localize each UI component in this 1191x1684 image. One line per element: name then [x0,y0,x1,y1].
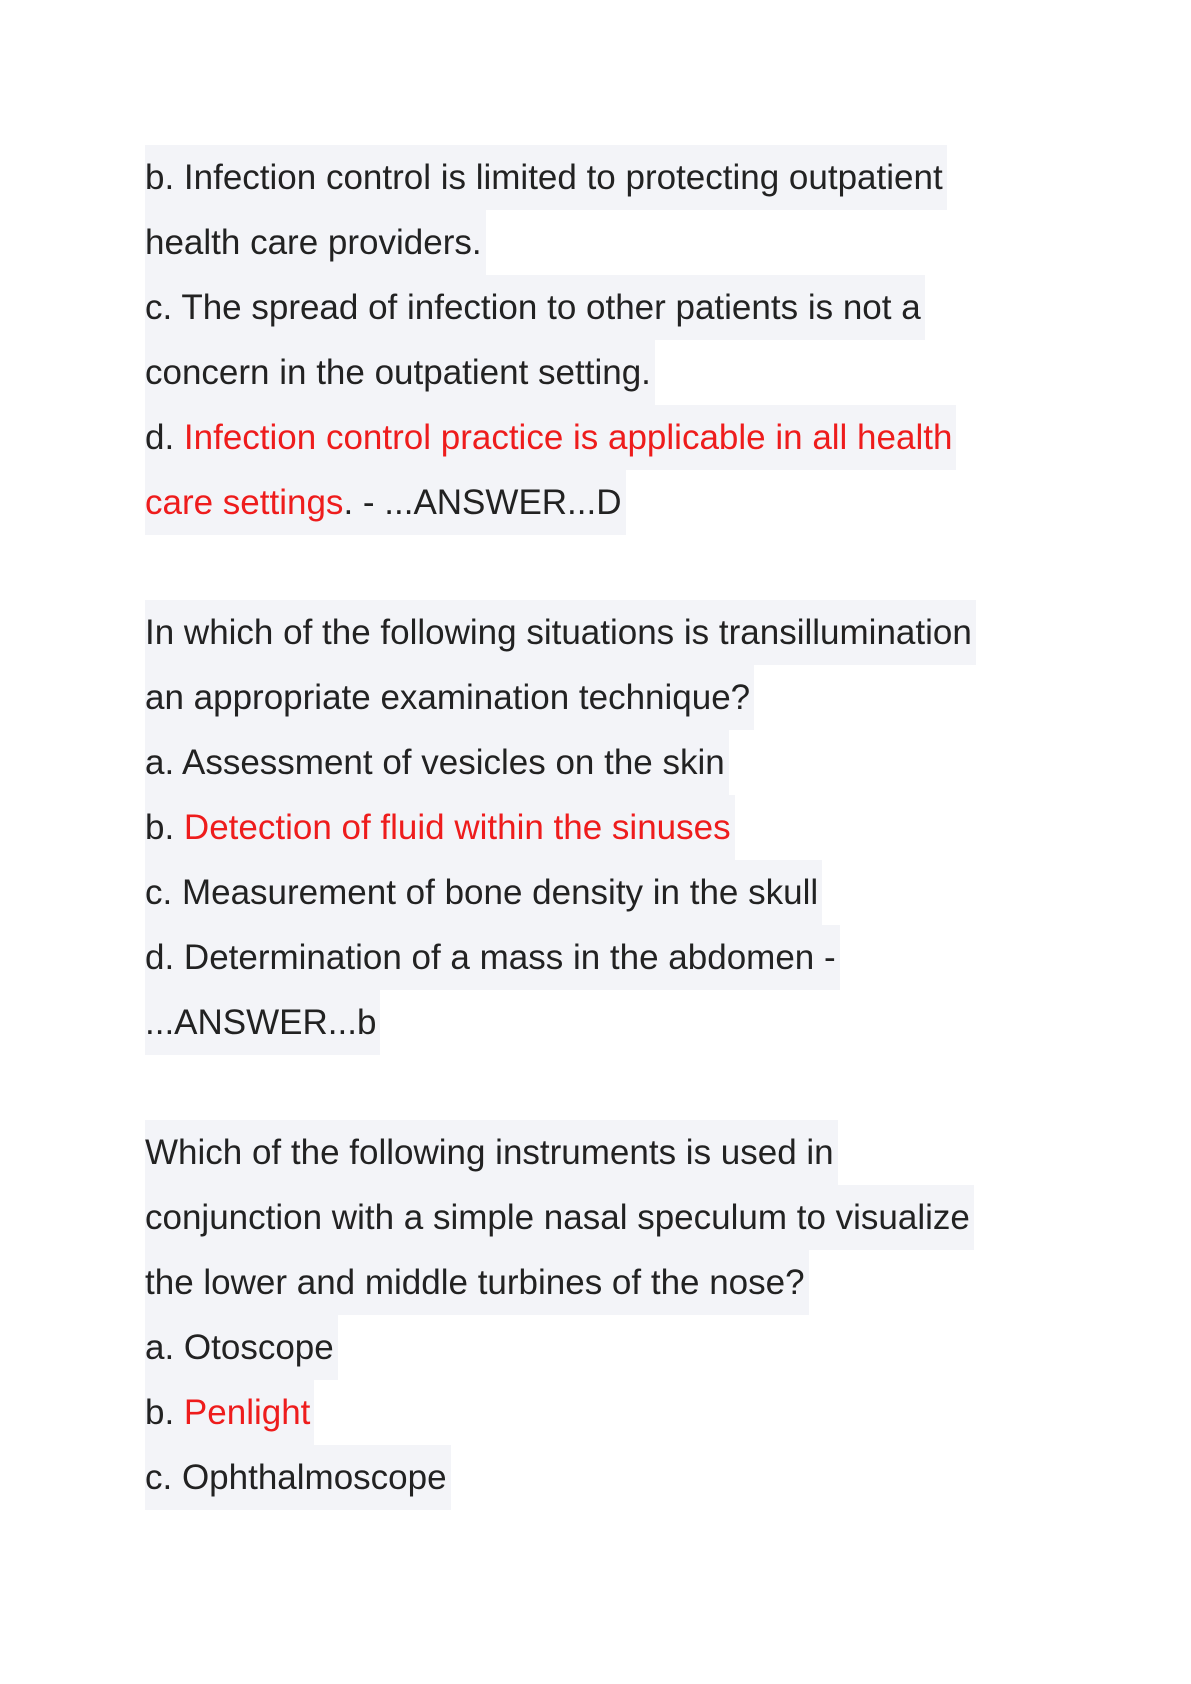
spacer [145,1055,1045,1120]
text-line [145,1250,1045,1315]
option-b-line1: b. Infection control is limited to protecting outpatient [145,145,947,210]
text-line [145,665,1045,730]
text-line [145,860,1045,925]
text-line [145,730,1045,795]
answer-marker: ...ANSWER...b [145,990,380,1055]
question-line2: an appropriate examination technique? [145,665,754,730]
text-line [145,1315,1045,1380]
option-c: c. Ophthalmoscope [145,1445,451,1510]
question-block-3 [145,1120,1045,1510]
option-c-line1: c. The spread of infection to other patients is not a [145,275,925,340]
text-line [145,1185,1045,1250]
text-line [145,925,1045,990]
question-line2: conjunction with a simple nasal speculum to visualize [145,1185,974,1250]
option-d-prefix: d. [145,418,184,457]
text-line [145,1120,1045,1185]
text-line [145,275,1045,340]
document-page [145,145,1045,1510]
text-line [145,470,1045,535]
option-b [145,795,735,860]
option-d-line1 [145,405,956,470]
question-block-1 [145,145,1045,535]
question-line1: In which of the following situations is transillumination [145,600,976,665]
text-line [145,145,1045,210]
text-line [145,1445,1045,1510]
text-line [145,990,1045,1055]
correct-answer-text: Infection control practice is applicable in all health [183,418,953,457]
option-d-line2 [145,470,626,535]
answer-marker: . - ...ANSWER...D [343,483,622,522]
option-a: a. Assessment of vesicles on the skin [145,730,729,795]
option-a: a. Otoscope [145,1315,338,1380]
option-d: d. Determination of a mass in the abdomen - [145,925,840,990]
option-b [145,1380,314,1445]
correct-answer-text: care settings [145,483,344,522]
text-line [145,340,1045,405]
question-block-2 [145,600,1045,1055]
correct-answer-text: Detection of fluid within the sinuses [183,808,731,847]
option-b-prefix: b. [145,808,184,847]
question-line3: the lower and middle turbines of the nose? [145,1250,809,1315]
question-line1: Which of the following instruments is used in [145,1120,838,1185]
spacer [145,535,1045,600]
option-c: c. Measurement of bone density in the skull [145,860,822,925]
option-b-line2: health care providers. [145,210,486,275]
option-b-prefix: b. [145,1393,184,1432]
text-line [145,600,1045,665]
text-line [145,210,1045,275]
text-line [145,795,1045,860]
text-line [145,1380,1045,1445]
option-c-line2: concern in the outpatient setting. [145,340,655,405]
text-line [145,405,1045,470]
correct-answer-text: Penlight [183,1393,311,1432]
